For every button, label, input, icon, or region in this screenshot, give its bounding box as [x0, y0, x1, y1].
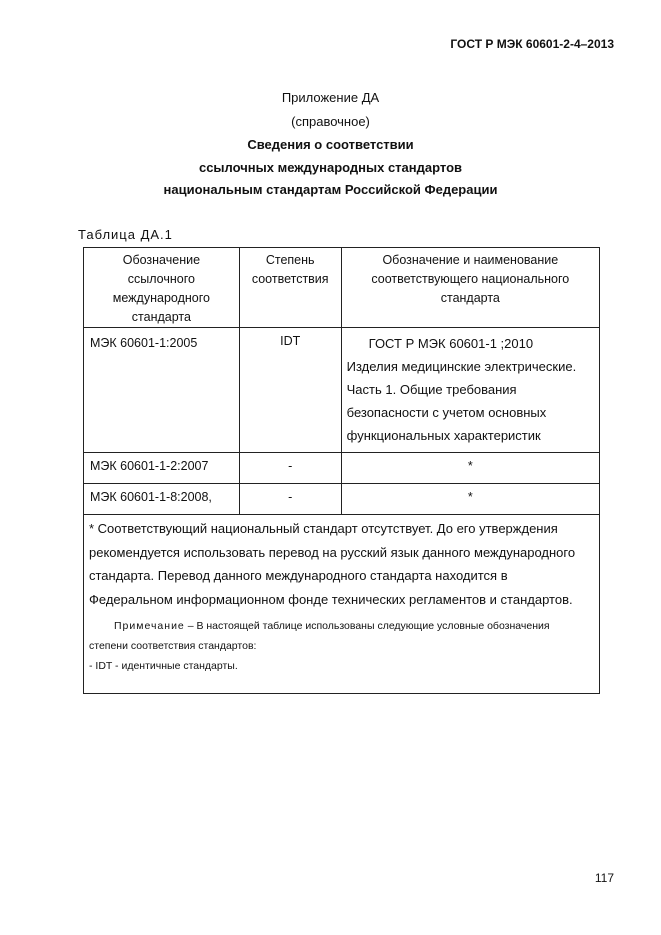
national-standard-name-line: безопасности с учетом основных	[346, 405, 547, 420]
header-col3-line: соответствующего национального	[371, 272, 570, 286]
national-standard-designation: ГОСТ Р МЭК 60601-1 ;2010	[368, 336, 534, 351]
header-col3-line: стандарта	[440, 291, 500, 305]
table-row	[84, 328, 600, 453]
cell-international-standard: МЭК 60601-1:2005	[84, 328, 240, 453]
cell-national-standard: *	[341, 484, 599, 515]
header-col1-line: международного	[112, 291, 210, 305]
header-international-standard	[84, 248, 240, 328]
table-row	[84, 484, 600, 515]
page-number: 117	[594, 871, 614, 885]
footnote-cell	[84, 515, 600, 694]
annex-title: Приложение ДА	[281, 90, 380, 105]
cell-degree: -	[239, 484, 341, 515]
header-col3-line: Обозначение и наименование	[382, 253, 559, 267]
table-title: Таблица ДА.1	[78, 227, 173, 242]
header-col2-line: соответствия	[251, 272, 329, 286]
header-degree-of-conformity	[239, 248, 341, 328]
header-col2-line: Степень	[265, 253, 315, 267]
note-label: Примечание	[114, 620, 185, 632]
cell-degree: -	[239, 453, 341, 484]
note-first-line	[89, 616, 593, 636]
reference-standards-table	[83, 247, 600, 694]
annex-heading-line-3: национальным стандартам Российской Федерации	[163, 182, 498, 197]
cell-national-standard	[341, 328, 599, 453]
footnote-line: Федеральном информационном фонде технических регламентов и стандартов.	[89, 591, 573, 607]
note-line: - IDT - идентичные стандарты.	[89, 660, 238, 672]
national-standard-name-line: Изделия медицинские электрические.	[346, 359, 577, 374]
cell-national-standard: *	[341, 453, 599, 484]
header-col1-line: ссылочного	[127, 272, 195, 286]
header-national-standard	[341, 248, 599, 328]
annex-heading-line-2: ссылочных международных стандартов	[198, 160, 463, 175]
footnote-line: стандарта. Перевод данного международного стандарта находится в	[89, 568, 508, 583]
header-col1-line: стандарта	[131, 310, 191, 324]
cell-degree: IDT	[239, 328, 341, 453]
header-col1-line: Обозначение	[122, 253, 201, 267]
note-text: – В настоящей таблице использованы следующие условные обозначения	[184, 620, 550, 632]
cell-international-standard: МЭК 60601-1-2:2007	[84, 453, 240, 484]
footnote-line: рекомендуется использовать перевод на русский язык данного международного	[89, 544, 576, 560]
note-line: степени соответствия стандартов:	[89, 640, 257, 652]
note	[89, 616, 593, 676]
national-standard-name-line: Часть 1. Общие требования	[346, 382, 517, 397]
table-row	[84, 453, 600, 484]
table-footnote-row	[84, 515, 600, 694]
cell-international-standard: МЭК 60601-1-8:2008,	[84, 484, 240, 515]
annex-heading-line-1: Сведения о соответствии	[247, 137, 414, 152]
table-header-row	[84, 248, 600, 328]
national-standard-name-line: функциональных характеристик	[346, 428, 541, 443]
footnote-line: * Соответствующий национальный стандарт отсутствует. До его утверждения	[89, 521, 558, 536]
annex-subtitle: (справочное)	[291, 114, 370, 129]
document-standard-code: ГОСТ Р МЭК 60601-2-4–2013	[450, 37, 614, 51]
